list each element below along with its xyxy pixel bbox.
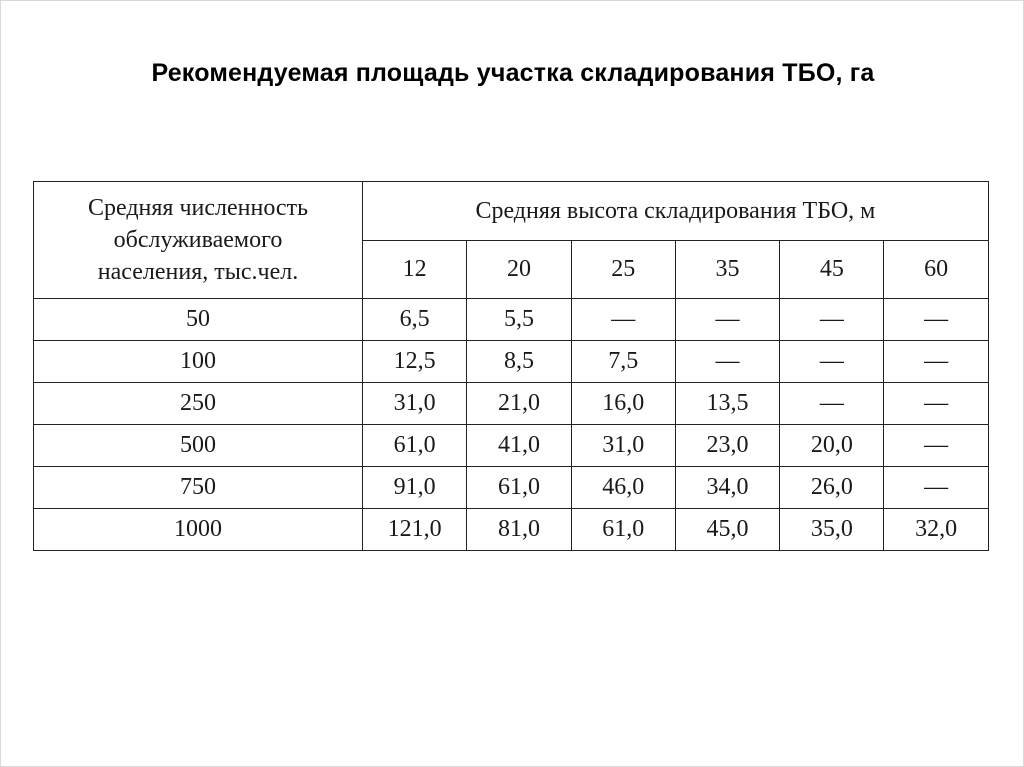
table-row xyxy=(34,467,989,509)
header-height-cell: 45 xyxy=(780,241,884,299)
value-cell: 32,0 xyxy=(884,509,988,551)
table-row xyxy=(34,425,989,467)
table-row xyxy=(34,509,989,551)
value-cell: — xyxy=(884,383,988,425)
value-cell: 35,0 xyxy=(780,509,884,551)
value-cell: — xyxy=(780,383,884,425)
header-population-line: населения, тыс.чел. xyxy=(97,259,299,285)
header-height-cell: 20 xyxy=(467,241,571,299)
value-cell: 12,5 xyxy=(363,341,467,383)
value-cell: — xyxy=(780,341,884,383)
value-cell: 61,0 xyxy=(571,509,675,551)
page-title: Рекомендуемая площадь участка складирования ТБО, га xyxy=(151,59,875,87)
value-cell: 7,5 xyxy=(571,341,675,383)
population-cell: 500 xyxy=(34,425,363,467)
value-cell: 81,0 xyxy=(467,509,571,551)
value-cell: — xyxy=(675,341,779,383)
value-cell: 13,5 xyxy=(675,383,779,425)
value-cell: 121,0 xyxy=(363,509,467,551)
value-cell: 46,0 xyxy=(571,467,675,509)
value-cell: 16,0 xyxy=(571,383,675,425)
table-row xyxy=(34,383,989,425)
value-cell: — xyxy=(884,467,988,509)
value-cell: 41,0 xyxy=(467,425,571,467)
value-cell: 5,5 xyxy=(467,299,571,341)
value-cell: 45,0 xyxy=(675,509,779,551)
value-cell: — xyxy=(884,425,988,467)
value-cell: 61,0 xyxy=(467,467,571,509)
table-row xyxy=(34,341,989,383)
value-cell: — xyxy=(675,299,779,341)
value-cell: — xyxy=(884,341,988,383)
header-population-line: обслуживаемого xyxy=(113,227,283,253)
table-row xyxy=(34,299,989,341)
header-height-cell: 35 xyxy=(675,241,779,299)
value-cell: 61,0 xyxy=(363,425,467,467)
value-cell: 6,5 xyxy=(363,299,467,341)
header-height-cell: 25 xyxy=(571,241,675,299)
value-cell: — xyxy=(780,299,884,341)
header-height-group: Средняя высота складирования ТБО, м xyxy=(363,182,989,241)
header-population-line: Средняя численность xyxy=(87,195,309,221)
value-cell: 26,0 xyxy=(780,467,884,509)
population-cell: 100 xyxy=(34,341,363,383)
value-cell: 91,0 xyxy=(363,467,467,509)
population-cell: 1000 xyxy=(34,509,363,551)
storage-area-table xyxy=(33,181,989,551)
value-cell: 23,0 xyxy=(675,425,779,467)
value-cell: — xyxy=(884,299,988,341)
value-cell: 31,0 xyxy=(571,425,675,467)
value-cell: 21,0 xyxy=(467,383,571,425)
value-cell: 31,0 xyxy=(363,383,467,425)
header-height-cell: 12 xyxy=(363,241,467,299)
value-cell: — xyxy=(571,299,675,341)
population-cell: 750 xyxy=(34,467,363,509)
header-population xyxy=(34,182,363,299)
value-cell: 20,0 xyxy=(780,425,884,467)
population-cell: 250 xyxy=(34,383,363,425)
header-height-cell: 60 xyxy=(884,241,988,299)
table-header-row-1 xyxy=(34,182,989,241)
value-cell: 34,0 xyxy=(675,467,779,509)
population-cell: 50 xyxy=(34,299,363,341)
value-cell: 8,5 xyxy=(467,341,571,383)
